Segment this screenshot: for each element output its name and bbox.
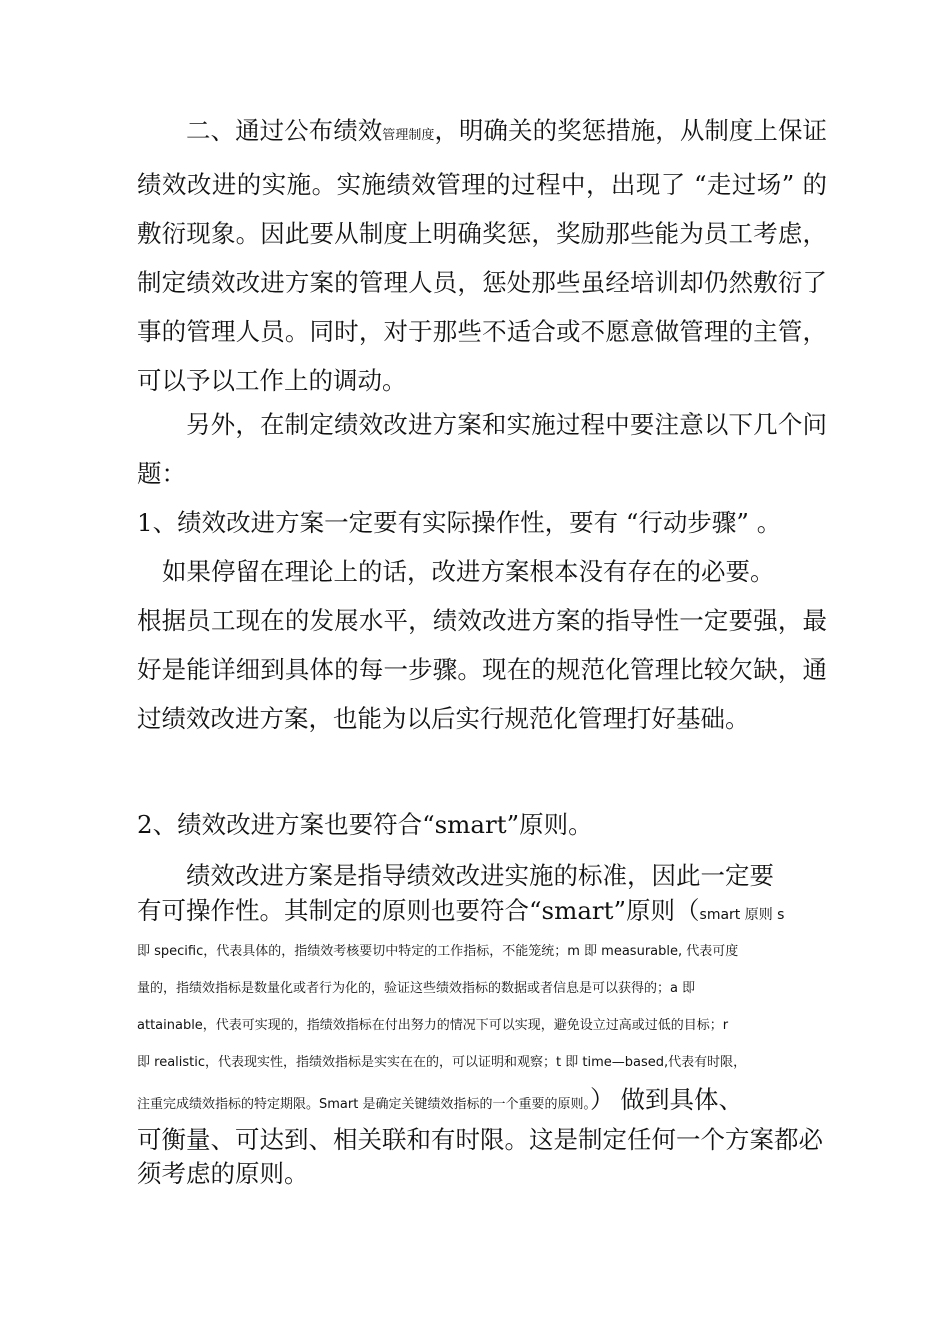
paragraph-1-part1: 二、通过公布绩效 [186, 116, 383, 145]
paragraph-3-line1: 如果停留在理论上的话，改进方案根本没有存在的必要。 [162, 557, 775, 586]
paragraph-1-small-text: 管理制度 [382, 128, 435, 143]
paragraph-4-line1: 绩效改进方案是指导绩效改进实施的标准，因此一定要 [186, 861, 774, 890]
heading-1: 1、绩效改进方案一定要有实际操作性，要有 “行动步骤” 。 [137, 508, 782, 537]
smart-definition-line: 即 specific，代表具体的，指绩效考核要切中特定的工作指标，不能笼统；m 即 measurable, 代表可度 [137, 944, 739, 959]
smart-definition-line: 量的，指绩效指标是数量化或者行为化的，验证这些绩效指标的数据或者信息是可以获得的；a 即 [137, 981, 696, 996]
paragraph-2: 另外，在制定绩效改进方案和实施过程中要注意以下几个问题： [137, 410, 827, 488]
paragraph-4-tail: 可衡量、可达到、相关联和有时限。这是制定任何一个方案都必须考虑的原则。 [137, 1125, 823, 1188]
paragraph-3 [137, 547, 827, 743]
paragraph-4-close-paren: ） [589, 1085, 615, 1114]
smart-definition-line: 即 realistic，代表现实性，指绩效指标是实实在在的，可以证明和观察；t 即 time—based,代表有时限， [137, 1055, 747, 1070]
paragraph-4-open-paren: （ [675, 896, 700, 925]
smart-definition-last-line [137, 1081, 827, 1123]
paragraph-4-last-big: 做到具体、 [620, 1085, 743, 1114]
paragraph-4-line2-text: 有可操作性。其制定的原则也要符合“smart”原则 [137, 896, 676, 925]
paragraph-1-part2: ，明确关的奖惩措施，从制度上保证绩效改进的实施。实施绩效管理的过程中，出现了 “走过场” 的敷衍现象。因此要从制度上明确奖惩，奖励那些能为员工考虑，制定绩效改进方案的管理人员，惩处那些虽经培训却仍然敷衍了事的管理人员。同时，对于那些不适合或不愿意做管理的主管，可以予以工作上的调动。 [137, 116, 827, 395]
paragraph-4-line2-small: smart 原则 s [699, 907, 785, 923]
paragraph-4-line2 [137, 893, 827, 933]
paragraph-3-rest: 根据员工现在的发展水平，绩效改进方案的指导性一定要强，最好是能详细到具体的每一步骤。现在的规范化管理比较欠缺，通过绩效改进方案，也能为以后实行规范化管理打好基础。 [137, 606, 827, 733]
paragraph-1 [137, 106, 827, 405]
smart-definition-line: attainable，代表可实现的，指绩效指标在付出努力的情况下可以实现，避免设立过高或过低的目标；r [137, 1018, 729, 1033]
paragraph-4 [137, 858, 827, 1191]
smart-definition-last-text: 注重完成绩效指标的特定期限。Smart 是确定关键绩效指标的一个重要的原则。 [137, 1097, 590, 1112]
heading-2: 2、绩效改进方案也要符合“smart”原则。 [137, 810, 593, 839]
